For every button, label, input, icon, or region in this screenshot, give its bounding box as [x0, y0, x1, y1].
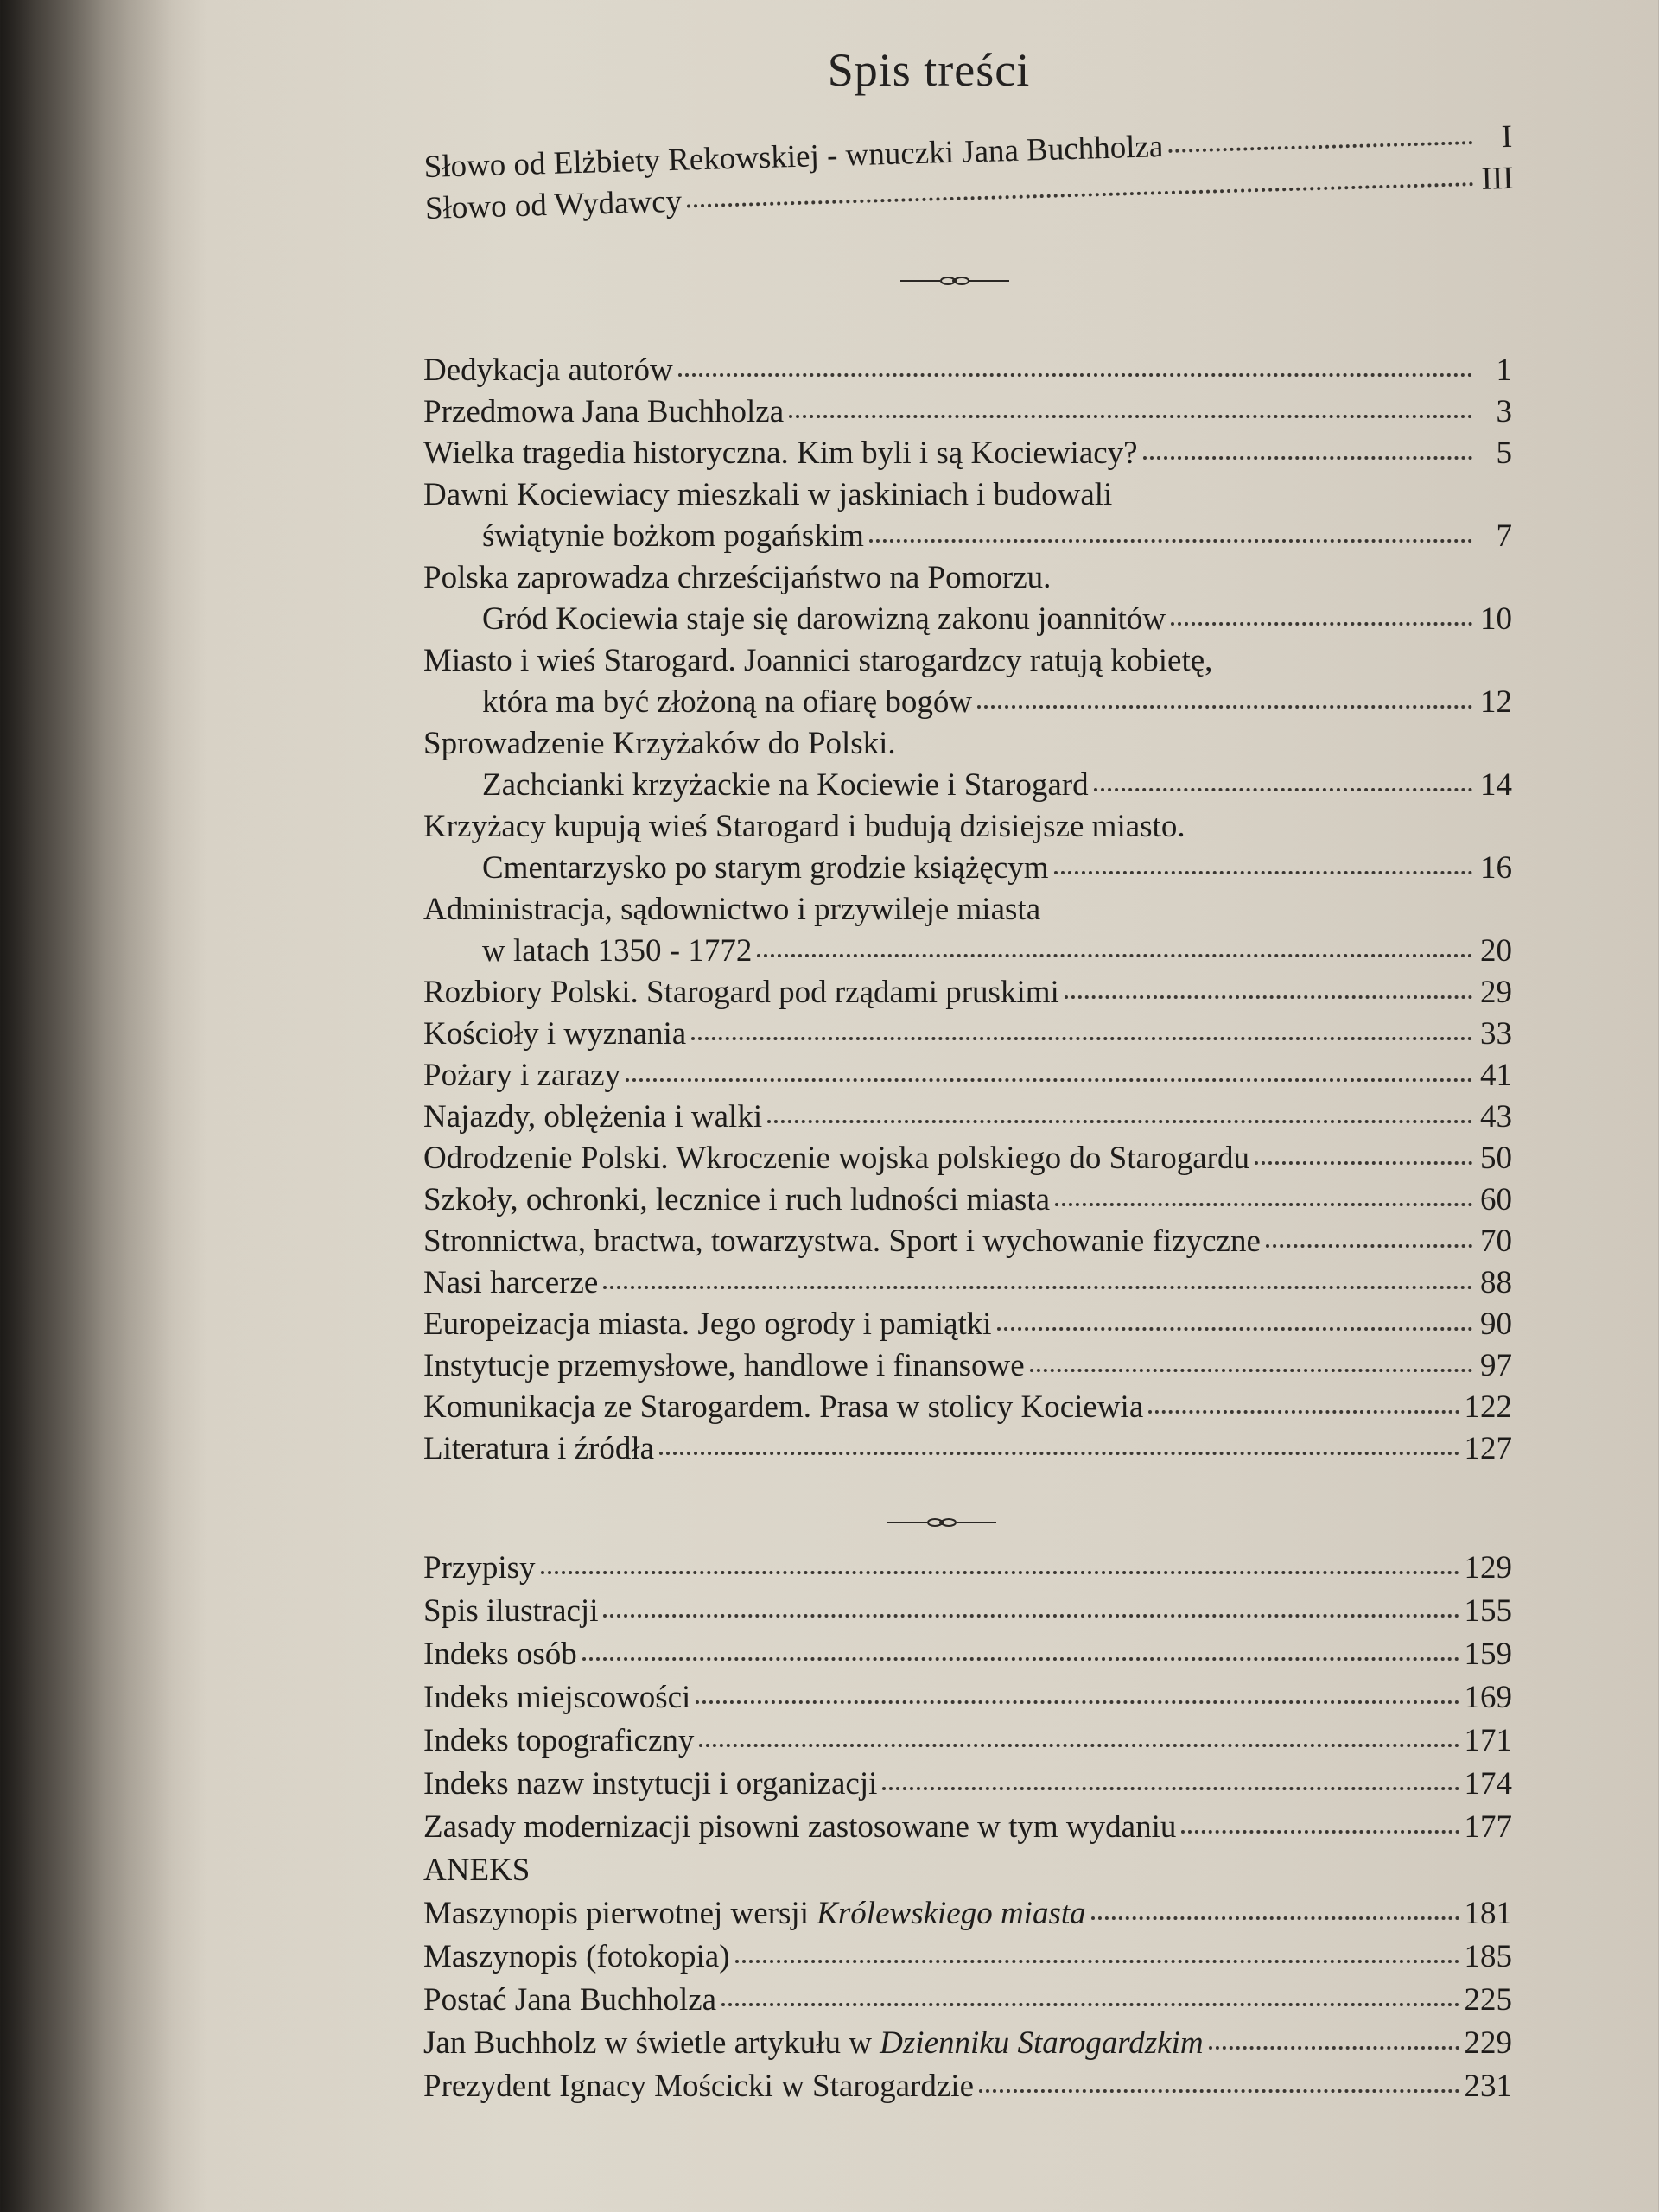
toc-entry	[423, 1014, 1512, 1055]
toc-entry-label: świątynie bożkom pogańskim	[482, 518, 864, 554]
toc-entry-first-line: Krzyżacy kupują wieś Starogard i budują dzisiejsze miasto.	[423, 809, 1185, 844]
dot-leader	[626, 1078, 1472, 1082]
toc-entry	[423, 1892, 1512, 1936]
book-spine-shadow	[0, 0, 173, 2212]
toc-entry-page: 127	[1464, 1431, 1512, 1466]
toc-entry-page: 12	[1480, 684, 1512, 720]
toc-entry-label: Instytucje przemysłowe, handlowe i finansowe	[423, 1348, 1025, 1383]
toc-entry-page: 90	[1480, 1306, 1512, 1342]
dot-leader	[1209, 2046, 1459, 2050]
toc-entry-label: Najazdy, oblężenia i walki	[423, 1099, 763, 1135]
toc-entry	[423, 1979, 1512, 2022]
toc-entry-page: 33	[1480, 1016, 1512, 1052]
toc-back-matter	[423, 1547, 1512, 2108]
toc-entry-page: 97	[1480, 1348, 1512, 1383]
toc-entry-label: Rozbiory Polski. Starogard pod rządami pruskimi	[423, 975, 1059, 1010]
toc-entry-page: 29	[1480, 975, 1512, 1010]
toc-entry-label: Przedmowa Jana Buchholza	[423, 394, 785, 429]
toc-entry-page: 60	[1480, 1182, 1512, 1217]
toc-front-matter	[423, 117, 1514, 230]
toc-entry	[423, 1676, 1512, 1719]
toc-entry-page: 7	[1496, 518, 1512, 554]
toc-entry-page: 225	[1464, 1982, 1512, 2018]
toc-entry	[423, 1304, 1512, 1345]
toc-entry-page: 50	[1480, 1141, 1512, 1176]
toc-entry-first-line: Administracja, sądownictwo i przywileje miasta	[423, 892, 1041, 927]
toc-entry-page: I	[1501, 118, 1513, 156]
toc-chapters	[423, 350, 1512, 1470]
toc-entry	[423, 599, 1512, 640]
dot-leader	[691, 1037, 1472, 1040]
toc-entry	[423, 1936, 1512, 1979]
toc-entry	[423, 1590, 1512, 1633]
toc-entry-label: Postać Jana Buchholza	[423, 1982, 717, 2018]
dot-leader	[1065, 995, 1472, 999]
dot-leader	[757, 954, 1472, 957]
toc-entry-label: w latach 1350 - 1772	[482, 933, 753, 969]
toc-entry-page: 5	[1496, 435, 1512, 471]
ornament-divider-icon	[886, 1514, 998, 1531]
toc-entry-label: Odrodzenie Polski. Wkroczenie wojska polskiego do Starogardu	[423, 1141, 1249, 1176]
toc-entry-label: Jan Buchholz w świetle artykułu w Dzienniku Starogardzkim	[423, 2025, 1204, 2061]
toc-entry-page: 3	[1496, 394, 1512, 429]
toc-entry	[423, 765, 1512, 806]
toc-entry-page: 159	[1464, 1637, 1512, 1672]
toc-entry	[423, 1387, 1512, 1428]
toc-entry-first-line: Miasto i wieś Starogard. Joannici starogardzcy ratują kobietę,	[423, 643, 1213, 678]
toc-entry-label: Europeizacja miasta. Jego ogrody i pamiątki	[423, 1306, 992, 1342]
toc-entry-page: 16	[1480, 850, 1512, 886]
toc-entry-label: Nasi harcerze	[423, 1265, 599, 1300]
dot-leader	[678, 373, 1472, 377]
toc-entry-label: Zasady modernizacji pisowni zastosowane w tym wydaniu	[423, 1809, 1177, 1845]
toc-entry-label: Literatura i źródła	[423, 1431, 655, 1466]
toc-entry	[423, 1719, 1512, 1763]
dot-leader	[603, 1614, 1459, 1618]
toc-entry-page: 1	[1496, 353, 1512, 388]
toc-entry-label: Indeks nazw instytucji i organizacji	[423, 1766, 878, 1802]
dot-leader	[1091, 1916, 1459, 1920]
toc-entry-label: która ma być złożoną na ofiarę bogów	[482, 684, 973, 720]
toc-entry	[423, 2065, 1512, 2108]
toc-entry-label: Cmentarzysko po starym grodzie książęcym	[482, 850, 1049, 886]
aneks-heading: ANEKS	[423, 1853, 531, 1888]
toc-entry-label: Spis ilustracji	[423, 1593, 599, 1629]
dot-leader	[659, 1452, 1459, 1455]
toc-entry-label: Dedykacja autorów	[423, 353, 673, 388]
toc-entry	[423, 1096, 1512, 1138]
toc-entry-page: 88	[1480, 1265, 1512, 1300]
toc-entry-page: III	[1480, 160, 1515, 197]
toc-entry-label: Indeks osób	[423, 1637, 577, 1672]
toc-entry-label: Słowo od Elżbiety Rekowskiej - wnuczki Jana Buchholza	[423, 129, 1164, 185]
toc-entry	[423, 972, 1512, 1014]
toc-entry-page: 177	[1464, 1809, 1512, 1845]
toc-entry	[423, 1055, 1512, 1096]
dot-leader	[1094, 788, 1472, 791]
toc-entry	[423, 1633, 1512, 1676]
toc-entry	[423, 931, 1512, 972]
toc-entry-page: 20	[1480, 933, 1512, 969]
toc-entry-label: Komunikacja ze Starogardem. Prasa w stolicy Kociewia	[423, 1389, 1144, 1425]
dot-leader	[721, 2003, 1459, 2006]
toc-entry	[423, 516, 1512, 557]
toc-entry-label: Wielka tragedia historyczna. Kim byli i są Kociewiacy?	[423, 435, 1138, 471]
toc-entry-first-line: Dawni Kociewiacy mieszkali w jaskiniach i budowali	[423, 477, 1113, 512]
dot-leader	[1181, 1830, 1459, 1834]
toc-entry	[423, 1179, 1512, 1221]
toc-entry-first-line: Polska zaprowadza chrześcijaństwo na Pomorzu.	[423, 560, 1052, 595]
dot-leader	[1054, 871, 1472, 874]
dot-leader	[977, 705, 1472, 709]
dot-leader	[869, 539, 1472, 543]
dot-leader	[882, 1787, 1459, 1790]
dot-leader	[541, 1571, 1459, 1574]
toc-entry	[423, 1345, 1512, 1387]
toc-entry-first-line: Sprowadzenie Krzyżaków do Polski.	[423, 726, 896, 761]
toc-entry	[423, 1806, 1512, 1849]
dot-leader	[582, 1657, 1459, 1661]
toc-entry-page: 169	[1464, 1680, 1512, 1715]
toc-entry	[423, 1428, 1512, 1470]
toc-entry-label: Pożary i zarazy	[423, 1058, 621, 1093]
toc-entry	[423, 1138, 1512, 1179]
dot-leader	[1171, 622, 1472, 626]
toc-entry-label: Zachcianki krzyżackie na Kociewie i Starogard	[482, 767, 1089, 803]
dot-leader	[1143, 456, 1472, 460]
toc-entry	[423, 2022, 1512, 2065]
toc-entry-page: 231	[1464, 2069, 1512, 2104]
toc-entry-page: 14	[1480, 767, 1512, 803]
toc-entry	[423, 433, 1512, 474]
toc-entry-label: Stronnictwa, bractwa, towarzystwa. Sport i wychowanie fizyczne	[423, 1224, 1261, 1259]
toc-entry	[423, 1547, 1512, 1590]
toc-entry-page: 122	[1464, 1389, 1512, 1425]
toc-entry-label: Indeks topograficzny	[423, 1723, 695, 1758]
toc-entry-page: 129	[1464, 1550, 1512, 1586]
toc-entry-label: Maszynopis pierwotnej wersji Królewskiego miasta	[423, 1896, 1086, 1931]
dot-leader	[735, 1960, 1459, 1963]
toc-entry-label: Przypisy	[423, 1550, 536, 1586]
toc-entry-page: 181	[1464, 1896, 1512, 1931]
toc-entry-label: Prezydent Ignacy Mościcki w Starogardzie	[423, 2069, 975, 2104]
ornament-divider-icon	[899, 272, 1011, 289]
dot-leader	[603, 1286, 1472, 1289]
dot-leader	[789, 415, 1472, 418]
toc-entry-page: 185	[1464, 1939, 1512, 1974]
toc-entry-label: Indeks miejscowości	[423, 1680, 691, 1715]
toc-entry-label: Kościoły i wyznania	[423, 1016, 687, 1052]
dot-leader	[1148, 1410, 1459, 1414]
toc-entry	[423, 350, 1512, 391]
toc-entry-page: 174	[1464, 1766, 1512, 1802]
toc-entry-page: 171	[1464, 1723, 1512, 1758]
toc-entry-label: Słowo od Wydawcy	[424, 183, 683, 226]
toc-entry	[423, 682, 1512, 723]
dot-leader	[979, 2089, 1459, 2093]
dot-leader	[699, 1744, 1459, 1747]
toc-entry-page: 10	[1480, 601, 1512, 637]
toc-entry-page: 155	[1464, 1593, 1512, 1629]
toc-entry-page: 70	[1480, 1224, 1512, 1259]
toc-entry	[423, 1262, 1512, 1304]
toc-entry-label: Gród Kociewia staje się darowizną zakonu joannitów	[482, 601, 1166, 637]
toc-entry-page: 43	[1480, 1099, 1512, 1135]
toc-entry	[423, 848, 1512, 889]
toc-entry	[423, 1221, 1512, 1262]
dot-leader	[1255, 1161, 1472, 1165]
toc-entry-label: Szkoły, ochronki, lecznice i ruch ludności miasta	[423, 1182, 1051, 1217]
dot-leader	[1055, 1203, 1472, 1206]
toc-entry-label: Maszynopis (fotokopia)	[423, 1939, 730, 1974]
page-title: Spis treści	[827, 44, 1031, 96]
dot-leader	[767, 1120, 1472, 1123]
dot-leader	[1030, 1369, 1472, 1372]
dot-leader	[687, 182, 1474, 207]
dot-leader	[696, 1700, 1459, 1704]
toc-entry	[423, 391, 1512, 433]
toc-entry-page: 41	[1480, 1058, 1512, 1093]
toc-entry-page: 229	[1464, 2025, 1512, 2061]
toc-entry	[423, 1763, 1512, 1806]
dot-leader	[1266, 1244, 1472, 1248]
dot-leader	[1168, 141, 1472, 153]
dot-leader	[997, 1327, 1472, 1331]
